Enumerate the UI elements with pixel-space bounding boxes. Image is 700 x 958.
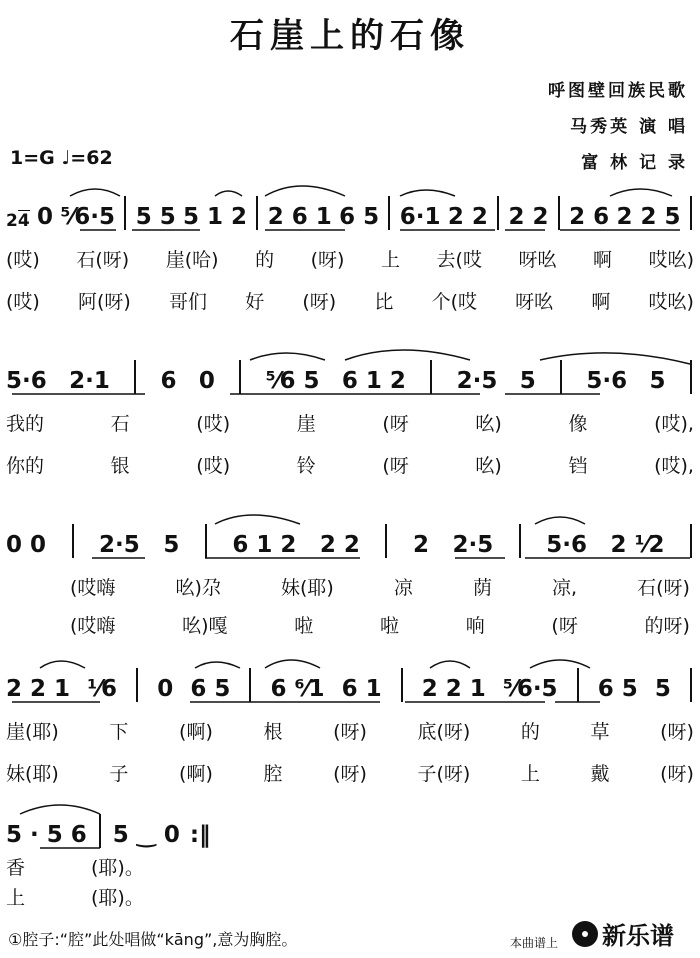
lyric: 铛 <box>568 455 588 477</box>
slur-mark <box>265 186 345 196</box>
lyric: (耶)。 <box>91 857 144 879</box>
lyric: 下 <box>109 721 129 743</box>
slur-mark <box>215 515 300 524</box>
note-group: 2 2 <box>508 204 549 230</box>
note-group: 5 5 <box>135 204 176 230</box>
lyric: (呀 <box>551 615 578 637</box>
lyric: 子 <box>109 763 129 785</box>
slur-mark <box>20 805 100 814</box>
note-group: ⁵⁄6·5 <box>60 204 116 230</box>
slur-mark <box>250 353 325 360</box>
lyric: 呀吆 <box>518 249 557 271</box>
note-group: 5 · 5 6 <box>6 822 87 848</box>
note-group: 2 2 5 <box>616 204 681 230</box>
note-group: 6 1 2 <box>232 532 297 558</box>
lyric: (呀) <box>333 763 367 785</box>
note-group: 6 5 <box>339 204 380 230</box>
slur-mark <box>530 660 590 668</box>
slur-mark <box>195 662 240 668</box>
note-group: 2·1 <box>69 368 110 394</box>
note-group: 5 <box>519 368 536 394</box>
note-group: 6 1 2 <box>341 368 406 394</box>
lyric: 子(呀) <box>417 763 471 785</box>
lyric: (哎), <box>654 455 694 477</box>
lyric: 根 <box>263 721 283 743</box>
lyric: (呀) <box>333 721 367 743</box>
lyric: 石(呀) <box>637 577 690 599</box>
note-group: 2 2 1 <box>6 676 71 702</box>
lyric: 凉 <box>393 577 413 599</box>
note-group: 0 <box>198 368 215 394</box>
lyric: 吆) <box>475 455 502 477</box>
lyric: 上 <box>6 887 26 909</box>
lyric: 崖(耶) <box>6 721 59 743</box>
lyric: 妹(耶) <box>6 763 59 785</box>
note-group: 0 <box>37 204 54 230</box>
slur-mark <box>215 191 242 196</box>
note-group: 2 ¹⁄2 <box>610 532 665 558</box>
lyric: 去(哎 <box>436 249 482 271</box>
note-group: 0 0 <box>6 532 47 558</box>
lyric: (哎嗨 <box>70 615 116 637</box>
slur-mark <box>40 661 85 668</box>
slur-mark <box>540 353 690 364</box>
slur-mark <box>400 190 455 196</box>
lyric: (啊) <box>179 763 213 785</box>
note-group: 2·5 <box>452 532 494 558</box>
lyric: 呀吆 <box>515 291 554 313</box>
lyric: 啊 <box>591 291 611 313</box>
lyric: 阿(呀) <box>78 291 131 313</box>
lyric: (呀) <box>302 291 337 313</box>
lyric: 你的 <box>6 455 45 477</box>
record-icon <box>572 921 598 947</box>
note-group: ¹⁄6 <box>87 676 118 702</box>
source-label: 本曲谱上 <box>510 936 559 950</box>
lyric: 的 <box>255 249 275 271</box>
note-group: 2 <box>412 532 429 558</box>
lyric: 吆)嘎 <box>182 615 228 637</box>
lyric: 的 <box>520 721 540 743</box>
song-title: 石崖上的石像 <box>230 16 470 56</box>
lyric: 妹(耶) <box>280 577 334 599</box>
brand-name: 新乐谱 <box>602 922 674 950</box>
note-group: 5 <box>649 368 666 394</box>
lyric: 银 <box>110 455 130 477</box>
lyric: (呀 <box>382 413 409 435</box>
lyric: 个(哎 <box>431 291 477 313</box>
slur-mark <box>610 189 672 196</box>
note-group: 2·5 <box>456 368 498 394</box>
lyric: 草 <box>590 721 610 743</box>
note-group: 6 5 <box>190 676 231 702</box>
lyric: 比 <box>374 291 394 313</box>
note-group: 0 <box>157 676 174 702</box>
lyric: 像 <box>568 413 588 435</box>
note-group: 6 ⁶⁄1 <box>270 676 325 702</box>
repeat-end-barline: :‖ <box>189 822 211 848</box>
lyric: 铃 <box>296 455 316 477</box>
note-group: 6·1 <box>399 204 441 230</box>
lyric: 崖 <box>296 413 316 435</box>
note-group: 5·6 <box>546 532 588 558</box>
lyric: 上 <box>520 763 540 785</box>
lyric: 石(呀) <box>76 249 130 271</box>
lyric: 崖(哈) <box>165 249 219 271</box>
credit-singer: 马秀英 演 唱 <box>570 117 688 137</box>
lyric: 响 <box>465 615 485 637</box>
note-group: 6 <box>160 368 177 394</box>
lyric: (啊) <box>179 721 213 743</box>
lyric: 啦 <box>379 615 399 637</box>
lyric: (呀 <box>382 455 409 477</box>
key-tempo: 1=G ♩=62 <box>10 147 113 169</box>
lyric: 啦 <box>294 615 314 637</box>
note-group: 5 <box>163 532 180 558</box>
lyric: 我的 <box>6 413 45 435</box>
lyric: (呀) <box>660 721 694 743</box>
note-group: 2 2 1 <box>421 676 486 702</box>
lyric: 好 <box>245 291 265 313</box>
credit-recorder: 富 林 记 录 <box>581 153 688 173</box>
lyric: (呀) <box>660 763 694 785</box>
note-group: 5·6 <box>6 368 47 394</box>
lyric: 石 <box>110 413 130 435</box>
lyric: (哎) <box>196 455 231 477</box>
footnote: ①腔子:“腔”此处唱做“kāng”,意为胸腔。 <box>8 930 298 949</box>
note-group: 6 5 <box>597 676 638 702</box>
brand-logo <box>572 916 674 951</box>
lyric: 吆)尕 <box>175 577 221 599</box>
lyric: (哎) <box>6 291 40 313</box>
note-group: 5 1 2 <box>183 204 248 230</box>
lyric: (哎嗨 <box>70 577 116 599</box>
lyric: (哎) <box>196 413 231 435</box>
note-group: ⁵⁄6·5 <box>502 676 558 702</box>
lyric: 腔 <box>263 763 283 785</box>
slur-mark <box>265 660 320 668</box>
lyric: (哎) <box>6 249 40 271</box>
lyric: 哎吆) <box>648 249 694 271</box>
lyric: 荫 <box>472 577 492 599</box>
note-group: 2·5 <box>99 532 140 558</box>
note-group: 6 1 <box>341 676 382 702</box>
lyric: 哎吆) <box>648 291 694 313</box>
lyric: 的呀) <box>644 615 690 637</box>
time-signature: 24 <box>6 211 30 231</box>
slur-mark <box>345 350 470 360</box>
note-group: 2 2 <box>447 204 488 230</box>
note-group: 5 ‿ 0 <box>112 822 180 848</box>
lyric: 戴 <box>590 763 610 785</box>
lyric: 哥们 <box>169 291 208 313</box>
lyric: 底(呀) <box>417 721 471 743</box>
lyric: 凉, <box>552 577 578 599</box>
lyric: (耶)。 <box>91 887 144 909</box>
lyric: (呀) <box>310 249 345 271</box>
credit-origin: 呼图壁回族民歌 <box>548 81 688 101</box>
lyric: 香 <box>6 857 26 879</box>
note-group: ⁵⁄6 5 <box>265 368 320 394</box>
note-group: 5·6 <box>586 368 628 394</box>
note-group: 2 2 <box>319 532 360 558</box>
slur-mark <box>70 189 120 196</box>
note-group: 2 6 <box>569 204 610 230</box>
note-group: 2 6 1 <box>267 204 332 230</box>
lyric: 吆) <box>475 413 502 435</box>
note-group: 5 <box>654 676 671 702</box>
lyric: 啊 <box>593 249 613 271</box>
slur-mark <box>430 661 470 668</box>
lyric: (哎), <box>654 413 694 435</box>
slur-mark <box>535 517 585 524</box>
lyric: 上 <box>380 249 400 271</box>
